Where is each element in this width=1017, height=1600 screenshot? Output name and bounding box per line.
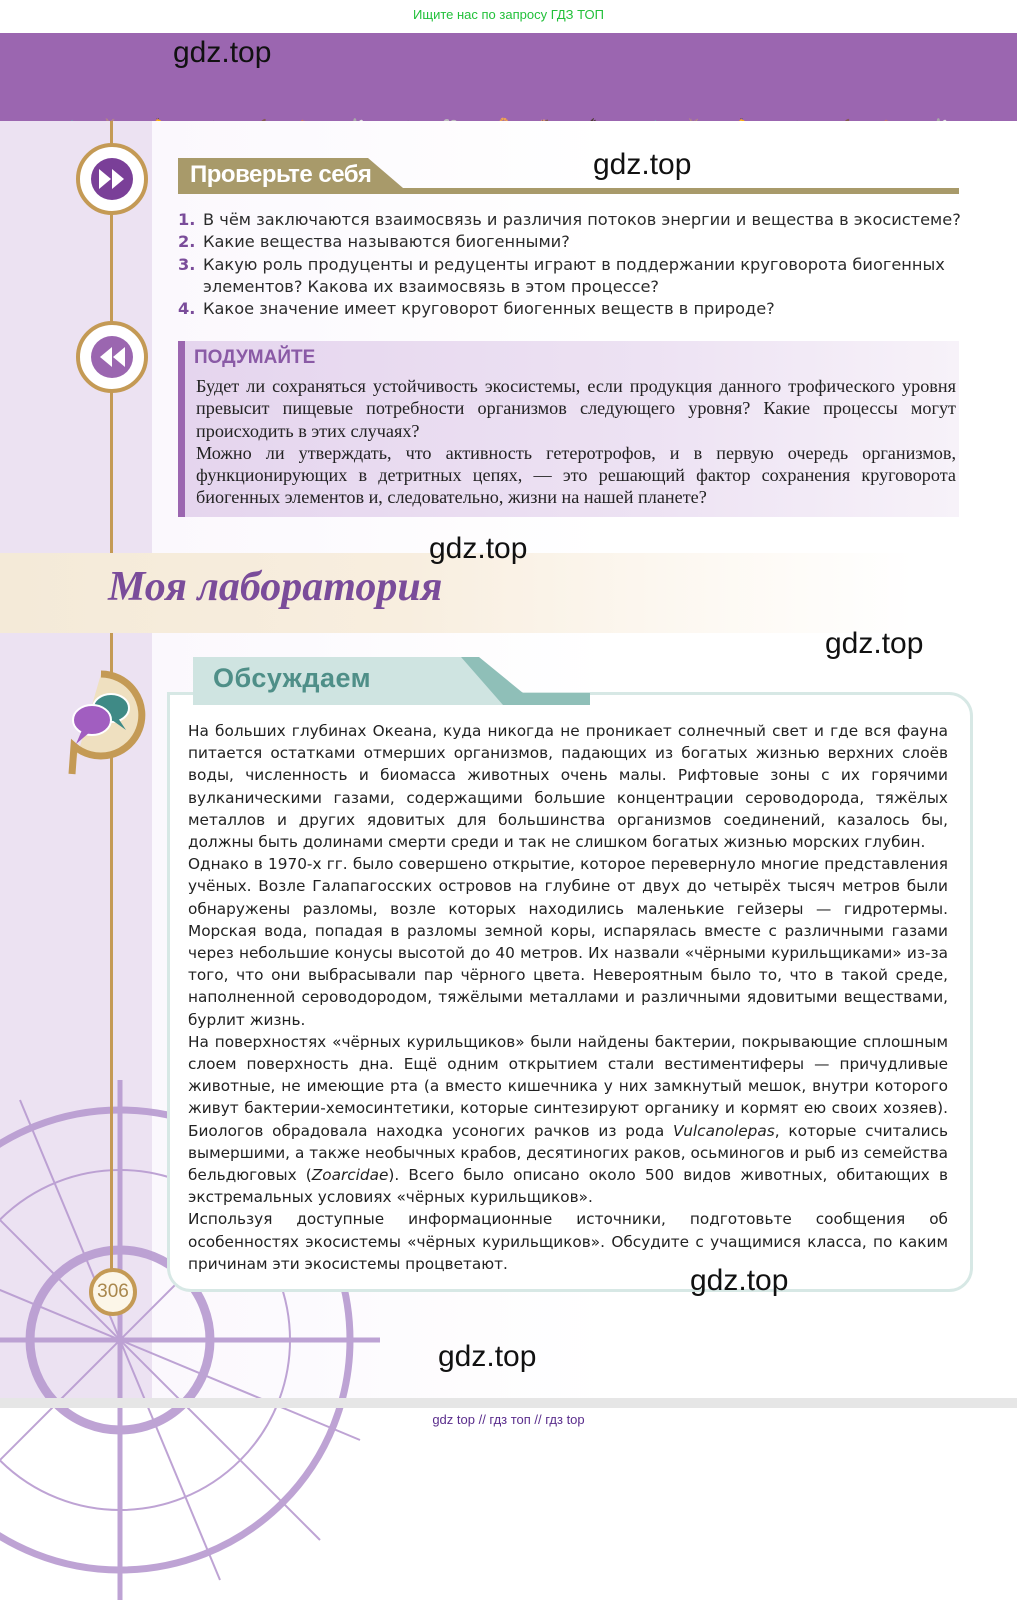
watermark: gdz.top [690,1264,789,1297]
footer-links: gdz top // гдз топ // гдз top [432,1412,585,1427]
header-banner [0,33,1017,121]
forward-section-icon [76,143,148,215]
paragraph: На больших глубинах Океана, куда никогда не проникает солнечный свет и где вся фауна питается остатками отмерших организмов, падающих из богатых жизнью верхних слоёв воды, численность и биомасса животных очень малы. Рифтовые зоны с их горячими вулканическими газами, содержащими большие концентрации сероводорода, тяжёлых металлов и других ядовитых для большинства организмов соединений, казалось бы, должны быть долинами смерти среди и так не слишком богатых жизнью морских глубин. [188,722,948,852]
think-box [178,341,959,517]
genus-name: Vulcanolepas [673,1121,775,1140]
discussion-header [193,657,590,705]
watermark: gdz.top [593,148,692,181]
question-item: 3. Какую роль продуценты и редуценты играют в поддержании круговорота биогенных элементов? Какова их взаимосвязь в этом процессе? [178,254,945,296]
question-item: 4. Какое значение имеет круговорот биогенных веществ в природе? [178,299,775,319]
rewind-icon [91,336,133,378]
page-number: 306 [89,1268,137,1316]
rewind-section-icon [76,321,148,393]
family-name: Zoarcidae [311,1166,389,1185]
discussion-body [188,720,948,1275]
discussion-chat-icon [56,670,146,775]
think-title: ПОДУМАЙТЕ [194,347,316,368]
search-hint: Ищите нас по запросу ГДЗ ТОП [413,7,604,22]
paragraph: На поверхностях «чёрных курильщиков» были найдены бактерии, покрывающие сплошным слоем поверхность дна. Ещё одним открытием стали вестиментиферы — причудливые животные, не имеющие рта (а вместо кишечника у них замкнутый мешок, внутри которого живут бактерии-хемосинтетики, которые синтезируют органику и кормят ею своих хозяев). Биологов обрадовала находка усоногих рачков из рода Vulcanolepas, которые считались вымершими, а также необычных крабов, десятиногих раков, осьминогов и рыб из семейства бельдюговых (Zoarcidae). Всего было описано около 500 видов животных, обитающих в экстремальных условиях «чёрных курильщиков». [188,1032,948,1207]
watermark: gdz.top [438,1340,537,1373]
page-bottom-edge [0,1398,1017,1408]
watermark: gdz.top [173,36,272,69]
lab-title: Моя лаборатория [108,564,443,610]
check-yourself-header [178,158,959,196]
think-body: Будет ли сохраняться устойчивость экосистемы, если продукция данного трофического уровня превысит пищевые потребности организмов следующего уровня? Какие процессы могут происходить в этих случаях? Можно ли утверждать, что активность гетеротрофов, и в первую очередь организмов, функционирующих в детритных цепях, — это решающий фактор сохранения круговорота биогенных элементов и, следовательно, жизни на нашей планете? [196,376,956,508]
discussion-title: Обсуждаем [213,663,372,693]
fast-forward-icon [91,158,133,200]
question-list [178,209,963,320]
paragraph: Используя доступные информационные источники, подготовьте сообщения об особенностях экосистемы «чёрных курильщиков». Обсудите с учащимися класса, по каким причинам эти экосистемы процветают. [188,1210,948,1273]
paragraph: Однако в 1970-х гг. было совершено открытие, которое перевернуло многие представления учёных. Возле Галапагосских островов на глубине от двух до четырёх тысяч метров были обнаружены разломы, возле которых находились маленькие гейзеры — гидротермы. Морская вода, попадая в разломы земной коры, испарялась вместе с различными газами через небольшие конусы высотой до 40 метров. Их назвали «чёрными курильщиками» из-за того, что они выбрасывали пар чёрного цвета. Невероятным было то, что в такой среде, наполненной сероводородом, тяжёлыми металлами и различными ядовитыми веществами, бурлит жизнь. [188,855,948,1029]
watermark: gdz.top [429,532,528,565]
check-yourself-title: Проверьте себя [190,161,372,188]
question-item: 1. В чём заключаются взаимосвязь и различия потоков энергии и вещества в экосистеме? [178,210,961,229]
watermark: gdz.top [825,627,924,660]
question-item: 2. Какие вещества называются биогенными? [178,232,570,252]
